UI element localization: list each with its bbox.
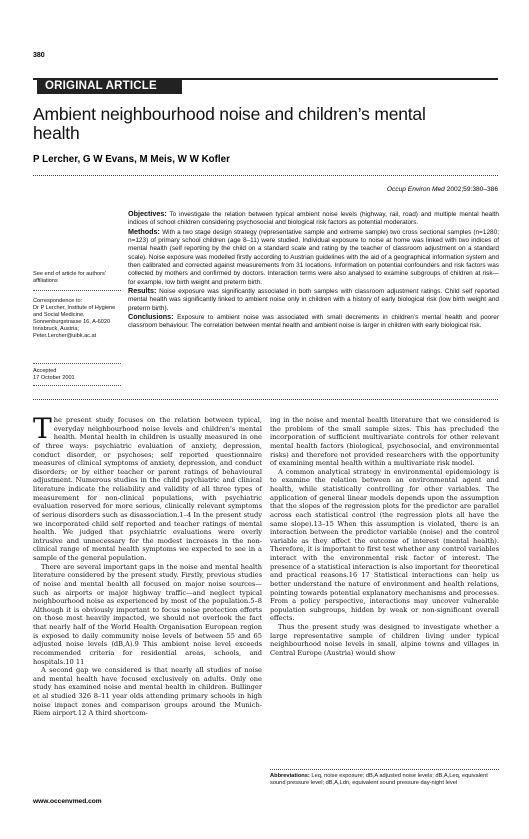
page-number: 380 [33, 52, 45, 59]
abstract [128, 210, 499, 331]
objectives-text: To investigate the relation between typical ambient noise levels (highway, rail, road) and multiple mental health indices of school children considering psychosocial and biological risk factors as potential moderators. [128, 211, 499, 227]
results-text: Noise exposure was significantly associated in both samples with classroom adjustment ratings. Child self reported mental health was significantly linked to ambient noise only in children with a history of early biological risk (low birth weight and preterm birth). [128, 288, 499, 312]
abbreviations-divider [270, 769, 499, 770]
article-type-label: ORIGINAL ARTICLE [37, 79, 182, 94]
accepted-date: 17 October 2001 [33, 375, 75, 381]
sidebar-divider [33, 385, 121, 386]
results-heading: Results: [128, 286, 157, 296]
body-paragraph: A second gap we considered is that nearly all studies of noise and mental health have focused exclusively on adults. Only one study has examined noise and mental health in children. Bullinger et al studied 326 8–11 year olds attending primary schools in high noise impact zones and comparison groups around the Munich-Riem airport.12 A third shortcom- [33, 666, 262, 718]
abstract-results [128, 287, 499, 313]
accepted-block [33, 368, 123, 382]
conclusions-text: Exposure to ambient noise was associated with small decrements in children’s mental health and poorer classroom behaviour. The correlation between mental health and ambient noise is larger in children with early biological risk. [128, 314, 499, 330]
abbreviations-text: Leq, noise exposure; dB,A adjusted noise levels; dB,A,Leq, equivalent sound pressure level; dB,A,Ldn, equivalent sound pressure day-night level [270, 773, 488, 787]
abstract-objectives [128, 210, 499, 228]
body-paragraph [33, 412, 262, 563]
sidebar-divider [33, 290, 121, 291]
abstract-conclusions [128, 313, 499, 331]
affiliations-link[interactable]: See end of article for authors’ affiliations [33, 271, 106, 284]
abbreviations-box [270, 773, 499, 788]
methods-text: With a two stage design strategy (representative sample and extreme sample) two cross sectional samples (n=1280; n=123) of primary school children (age 8–11) were studied. Individual exposure to noise at home was linked with two indices of mental health (self reporting by the child on a standard scale and rating by the teacher of classroom adjustment on a standard scale). Noise exposure was modelled firstly according to Austrian guidelines with the aid of a geographical information system and then calibrated and corrected against measurements from 31 locations. Information on potential confounders and risk factors was collected by mothers and confirmed by doctors. Interaction terms were also analysed to examine subgroups of children at risk—for example, low birth weight and preterm birth. [128, 228, 499, 286]
article-title: Ambient neighbourhood noise and children’s mental health [33, 104, 426, 143]
citation-details: 2002;59:380–386 [444, 186, 498, 193]
abstract-divider [33, 399, 498, 400]
abstract-methods [128, 228, 499, 287]
journal-url[interactable]: www.occenvmed.com [33, 798, 102, 805]
correspondence-address: Dr P Lercher, Institute of Hygiene and Social Medicine, Sonnenburgstrasse 16, A-6020 Innsbruck, Austria; Peter.Lercher@uibk.ac.at [33, 305, 116, 339]
author-list: P Lercher, G W Evans, M Meis, W W Kofler [33, 154, 230, 165]
conclusions-heading: Conclusions: [128, 312, 174, 322]
correspondence-heading: Correspondence to: [33, 298, 83, 304]
body-paragraph: A common analytical strategy in environmental epidemiology is to examine the relation between an environmental agent and health, while statistically controlling for other variables. The application of general linear models depends upon the assumption that the slopes of the regression plots for the predictor are parallel across each statistical control (the regression plots all have the same slope).13–15 When this assumption is violated, there is an interaction between the predictor variable (noise) and the control variable as they affect the outcome of interest (mental health). Therefore, it is important to first test whether any control variables interact with the environmental risk factor of interest. The presence of a statistical interaction is also important for theoretical and practical reasons.16 17 Statistical interactions can help us better understand the nature of environment and health relations, pointing towards potential explanatory mechanisms and processes. From a policy perspective, interactions may uncover vulnerable population subgroups, hidden by weak or non-significant overall effects. [270, 467, 499, 623]
paragraph-text: he present study focuses on the relation between typical, everyday neighbourhood noise levels and children’s mental health. Mental health in children is usually measured in one of three ways: psychiatric evaluation of anxiety, depression, conduct disorder, or psychoses; self reported questionnaire measures of clinical symptoms of anxiety, depression, and conduct disorders; or by either teacher or parent ratings of behavioural adjustment. Numerous studies in the child psychiatric and clinical literature indicate the reliability and validity of all three types of measurement for non-clinical populations, with psychiatric evaluation reserved for more serious, clinically relevant symptoms of serious disorders such as disassociation.1–4 In the present study we incorporated child self reported and teacher ratings of mental health. We judged that psychiatric evaluations were overly intrusive and unnecessary for the modest increases in the non-clinical range of mental health symptoms we expected to see in a sample of the general population. [33, 416, 262, 562]
body-paragraph: There are several important gaps in the noise and mental health literature considered by the present study. Firstly, previous studies of noise and mental health all focused on major noise sources—such as airports or major highway traffic—and neglect typical neighbourhood noise as experienced by most of the population.5–8 Although it is obviously important to focus noise protection efforts on those most heavily impacted, we should not overlook the fact that nearly half of the World Health Organisation European region is exposed to daily community noise levels of between 55 and 65 adjusted noise levels (dB,A).9 This ambient noise level exceeds recommended criteria for residential areas, schools, and hospitals.10 11 [33, 562, 262, 666]
sidebar-divider [33, 363, 121, 364]
objectives-heading: Objectives: [128, 209, 167, 218]
journal-name: Occup Environ Med [386, 186, 445, 193]
body-column-right [270, 416, 499, 658]
body-paragraph: Thus the present study was designed to investigate whether a large representative sample of children living under typical neighbourhood noise levels in small, alpine towns and villages in Central Europe (Austria) would show [270, 623, 499, 657]
drop-cap: T [33, 412, 52, 445]
abbreviations-heading: Abbreviations: [270, 773, 310, 779]
header-divider [33, 175, 498, 176]
correspondence-block [33, 298, 123, 340]
accepted-heading: Accepted [33, 368, 57, 374]
citation-line [387, 186, 498, 193]
body-paragraph: ing in the noise and mental health literature that we considered is the problem of the small sample sizes. This has precluded the incorporation of sufficient multivariate controls for other relevant mental health factors (biological, psychosocial, and environmental risks) and therefore not provided researchers with the opportunity of examining mental health within a multivariate risk model. [270, 416, 499, 468]
methods-heading: Methods: [128, 226, 160, 236]
body-column-left [33, 412, 262, 718]
